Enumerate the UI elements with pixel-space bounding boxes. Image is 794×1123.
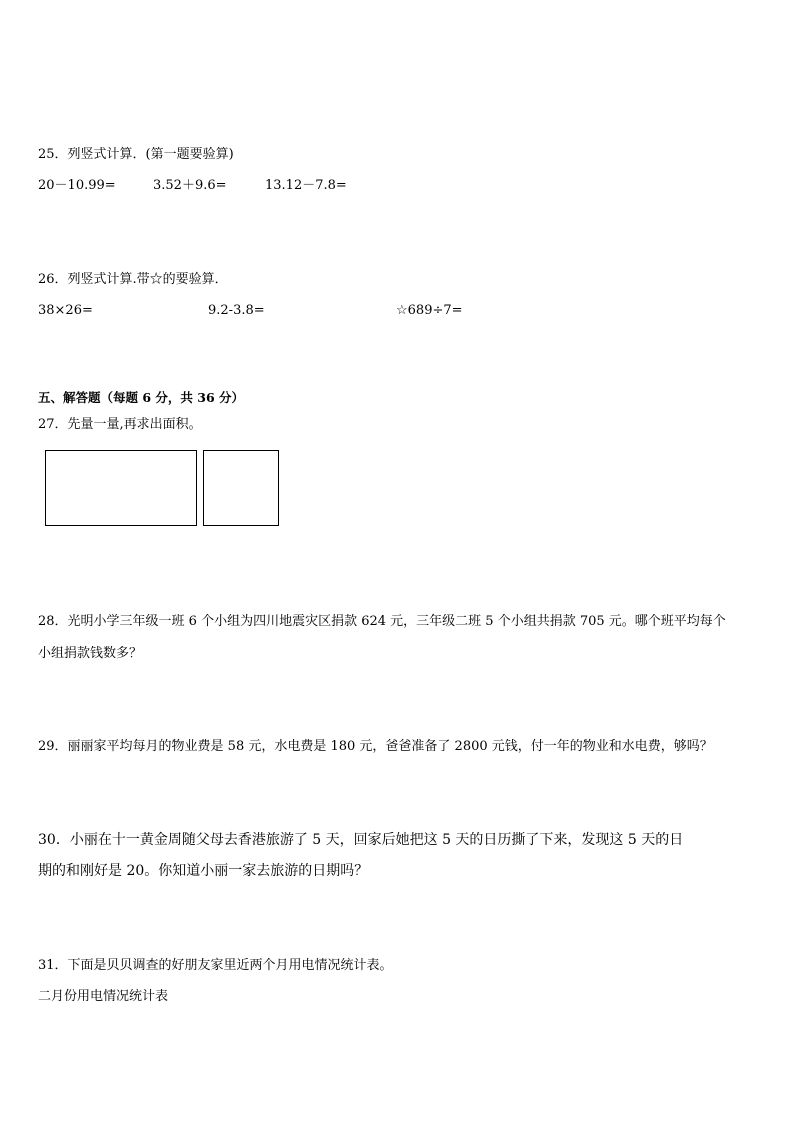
q26-expr-3: ☆689÷7=	[396, 303, 463, 318]
q26-expr-1: 38×26=	[38, 303, 93, 318]
q31-table-title: 二月份用电情况统计表	[38, 989, 169, 1004]
q27-title: 27．先量一量,再求出面积。	[38, 417, 202, 432]
section-heading: 五、解答题（每题 6 分，共 36 分）	[38, 390, 245, 405]
q25-expr-2: 3.52＋9.6=	[153, 178, 227, 193]
q25-expr-1: 20－10.99=	[38, 178, 116, 193]
q28-line-2: 小组捐款钱数多？	[38, 646, 143, 661]
q31-line-1: 31．下面是贝贝调查的好朋友家里近两个月用电情况统计表。	[38, 958, 393, 973]
q29-line-1: 29．丽丽家平均每月的物业费是 58 元，水电费是 180 元，爸爸准备了 2800 元钱，付一年的物业和水电费，够吗？	[38, 739, 713, 754]
q30-line-1: 30．小丽在十一黄金周随父母去香港旅游了 5 天，回家后她把这 5 天的日历撕了下来，发现这 5 天的日	[38, 832, 684, 848]
q30-line-2: 期的和刚好是 20。你知道小丽一家去旅游的日期吗？	[38, 863, 369, 879]
q25-title: 25．列竖式计算．(第一题要验算)	[38, 147, 234, 162]
q26-title: 26．列竖式计算.带☆的要验算．	[38, 272, 228, 287]
q25-expr-3: 13.12－7.8=	[265, 178, 347, 193]
rectangle-figure	[45, 450, 197, 526]
q28-line-1: 28．光明小学三年级一班 6 个小组为四川地震灾区捐款 624 元，三年级二班 5 个小组共捐款 705 元。哪个班平均每个	[38, 614, 726, 629]
square-figure	[203, 450, 279, 526]
q26-expr-2: 9.2-3.8=	[208, 303, 265, 318]
